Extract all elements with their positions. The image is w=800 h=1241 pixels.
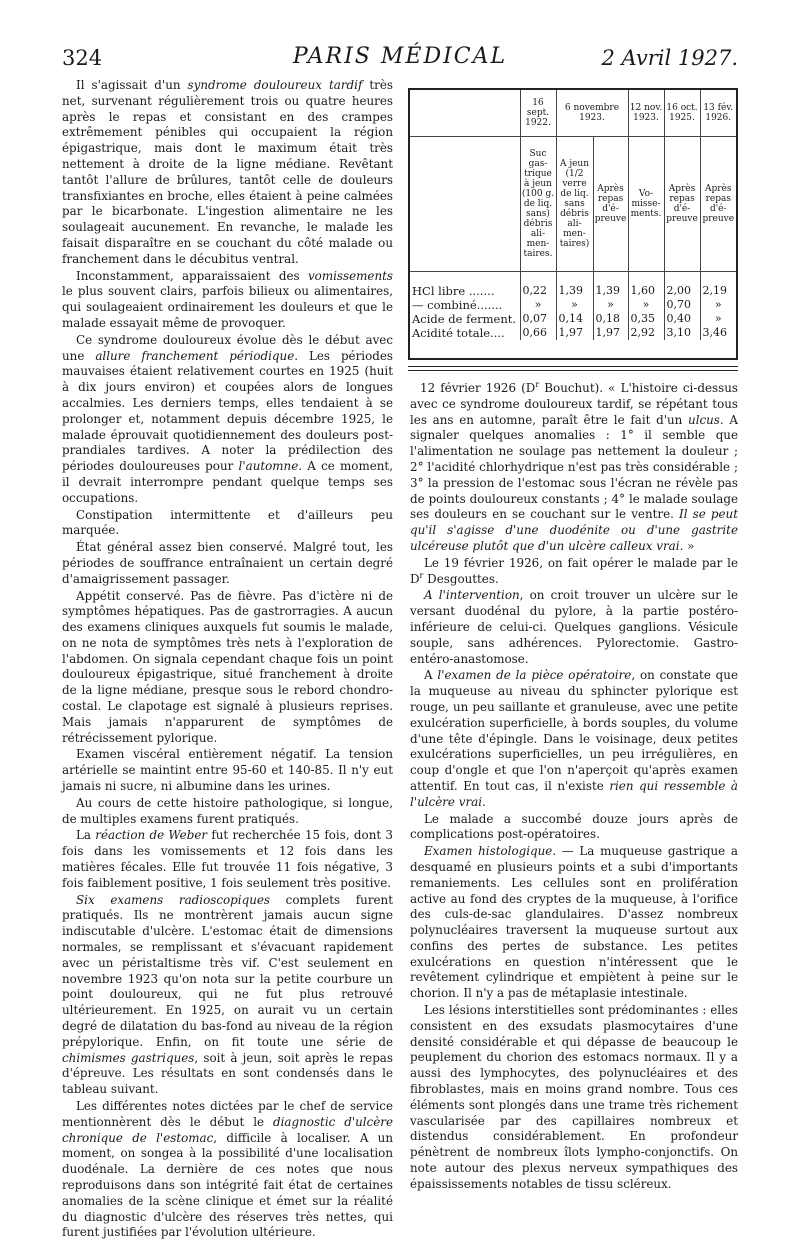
row-label: Acidité totale.... bbox=[412, 326, 505, 340]
superscript: r bbox=[535, 380, 540, 390]
table-corner bbox=[410, 90, 520, 137]
table-cell: 0,40 bbox=[664, 312, 700, 326]
text-run: 12 février 1926 (D bbox=[420, 381, 536, 395]
left-column bbox=[62, 78, 393, 1241]
table-cell: 1,39 bbox=[593, 284, 628, 298]
text-run: La bbox=[76, 828, 96, 843]
table-cell: » bbox=[700, 298, 736, 312]
row-label: HCl libre ....... bbox=[412, 284, 495, 298]
table-cell: 1,97 bbox=[556, 326, 593, 340]
table-cell: 0,70 bbox=[664, 298, 700, 312]
text-run: Inconstamment, apparaissaient des bbox=[76, 268, 308, 283]
table-cell: 3,46 bbox=[700, 326, 736, 340]
right-column bbox=[410, 381, 738, 1193]
table-cell: 0,14 bbox=[556, 312, 593, 326]
table-rule bbox=[408, 370, 738, 371]
text-run: Il s'agissait d'un bbox=[76, 78, 188, 92]
text-run: . A signaler quelques anomalies : 1° il semble que l'alimentation ne soulage pas nettement la douleur ; 2° l'acidité chlorhydrique n'est pas très considérable ; 3° la pression de l'estomac sous l'écran ne révèle pas de points douloureux constants ; 4° le malade soulage ses douleurs en se couchant sur le ventre. bbox=[410, 412, 738, 522]
table-description-cell: Après repas d'é-preuve bbox=[664, 137, 700, 272]
table-description-cell: A jeun (1/2 verre de liq. sans débris ali-men-taires) bbox=[556, 137, 593, 272]
text-run: Les différentes notes dictées par le chef de service mentionnèrent dès le début le bbox=[62, 1099, 393, 1129]
paragraph bbox=[62, 78, 393, 268]
table-cell: 2,92 bbox=[628, 326, 664, 340]
text-run: . — La muqueuse gastrique a desquamé en plusieurs points et a subi d'importants remaniements. Les cellules sont en prolifération active au fond des cryptes de la muqueuse, à l'orifice des culs-de-sac glandulaires. D'assez nombreux polynucléaires traversent la muqueuse surtout aux confins des pertes de substance. Les petites exulcérations en question n'intéressent que le revêtement cylindrique et empiètent à peine sur le chorion. Il n'y a pas de métaplasie intestinale. bbox=[410, 844, 738, 1001]
paragraph: Constipation intermittente et d'ailleurs peu marquée. bbox=[62, 507, 393, 538]
page-number: 324 bbox=[62, 46, 103, 70]
table-date-cell: 6 novembre 1923. bbox=[556, 90, 628, 137]
emphasis: rien qui ressemble à l'ulcère vrai bbox=[410, 778, 738, 809]
table-date-cell: 12 nov. 1923. bbox=[628, 90, 664, 137]
journal-title: PARIS MÉDICAL bbox=[292, 44, 508, 69]
paragraph bbox=[62, 333, 393, 507]
paragraph bbox=[410, 381, 738, 555]
table-description-cell: Après repas d'é-preuve bbox=[593, 137, 628, 272]
emphasis: diagnostic d'ulcère chronique de l'estomac bbox=[62, 1114, 393, 1145]
table-spacer bbox=[410, 272, 736, 285]
text-run: le plus souvent clairs, parfois bilieux ou alimentaires, qui soulageaient ordinairement les douleurs et que le malade essayait même de provoquer. bbox=[62, 284, 393, 330]
emphasis: syndrome douloureux tardif bbox=[187, 78, 363, 92]
table-cell: 2,00 bbox=[664, 284, 700, 298]
table-cell: » bbox=[520, 298, 556, 312]
table-corner bbox=[410, 137, 520, 272]
issue-date: 2 Avril 1927. bbox=[601, 46, 738, 70]
emphasis: Six examens radioscopiques bbox=[76, 892, 270, 907]
emphasis: Il se peut qu'il s'agisse d'une duodénite ou d'une gastrite ulcéreuse plutôt que d'un ulcère calleux vrai bbox=[410, 507, 738, 553]
table-date-row bbox=[410, 90, 736, 137]
table-description-row bbox=[410, 137, 736, 272]
table-cell: 1,39 bbox=[556, 284, 593, 298]
text-run: A bbox=[424, 668, 438, 683]
paragraph bbox=[62, 1099, 393, 1241]
table-description-cell: Suc gas-trique à jeun (100 g. de liq. sans) débris ali-men-taires. bbox=[520, 137, 556, 272]
table-cell: 3,10 bbox=[664, 326, 700, 340]
table-cell: 0,07 bbox=[520, 312, 556, 326]
table-date-cell: 16 oct. 1925. bbox=[664, 90, 700, 137]
table-cell: 0,18 bbox=[593, 312, 628, 326]
gastric-chemistry-table bbox=[408, 88, 738, 360]
text-run: Desgouttes. bbox=[423, 571, 499, 586]
paragraph: Le malade a succombé douze jours après de complications post-opératoires. bbox=[410, 811, 738, 842]
row-label: Acide de ferment. bbox=[412, 312, 517, 326]
emphasis: l'examen de la pièce opératoire bbox=[437, 668, 632, 683]
row-label: — combiné....... bbox=[412, 298, 503, 312]
paragraph: Les lésions interstitielles sont prédominantes : elles consistent en des exsudats plasmocytaires d'une densité considérable et qui dépasse de beaucoup le peuplement du chorion des estomacs normaux. Il y a aussi des lymphocytes, des polynucléaires et des fibroblastes, mais en moins grand nombre. Tous ces éléments sont plongés dans une trame très richement vascularisée par des capillaires nombreux et distendus considérablement. En profondeur pénètrent de nombreux îlots lympho-conjonctifs. On note autour des plexus nerveux sympathiques des épaississements notables de tissu scléreux. bbox=[410, 1003, 738, 1191]
emphasis: l'automne bbox=[238, 459, 299, 474]
table-cell: 0,22 bbox=[520, 284, 556, 298]
page-header bbox=[62, 42, 738, 72]
paragraph bbox=[410, 588, 738, 667]
table-row bbox=[410, 284, 736, 298]
table-cell: » bbox=[593, 298, 628, 312]
table-row bbox=[410, 326, 736, 340]
superscript: r bbox=[419, 570, 424, 580]
text-run: , on croit trouver un ulcère sur le versant duodénal du pylore, à la partie postéro-inférieure de celui-ci. Quelques ganglions. Vésicule souple, sans adhérences. Pylorectomie. Gastro-entéro-anastomose. bbox=[410, 588, 738, 666]
table-cell: 0,35 bbox=[628, 312, 664, 326]
text-run: Ce syndrome douloureux évolue dès le début avec une bbox=[62, 332, 393, 363]
paragraph bbox=[62, 269, 393, 332]
text-run: Le 19 février 1926, on fait opérer le malade par le D bbox=[410, 555, 738, 586]
table-description-cell: Vo-misse-ments. bbox=[628, 137, 664, 272]
text-run: . bbox=[482, 794, 486, 809]
table-date-cell: 16 sept. 1922. bbox=[520, 90, 556, 137]
table-cell: » bbox=[556, 298, 593, 312]
paragraph: Examen viscéral entièrement négatif. La tension artérielle se maintint entre 95-60 et 140-85. Il n'y eut jamais ni sucre, ni albumine dans les urines. bbox=[62, 747, 393, 794]
table-row bbox=[410, 312, 736, 326]
paragraph bbox=[410, 668, 738, 810]
table-cell: » bbox=[628, 298, 664, 312]
text-run: . Les périodes mauvaises étaient relativement courtes en 1925 (huit à dix jours environ) et coupées alors de longues accalmies. Les derniers temps, elles tendaient à se prolonger et, notamment depuis décembre 1925, le malade éprouvait quotidiennement des douleurs post-prandiales tardives. A noter la prédilection des périodes douloureuses pour bbox=[62, 348, 393, 474]
emphasis: vomissements bbox=[307, 268, 393, 283]
paragraph: Au cours de cette histoire pathologique, si longue, de multiples examens furent pratiqués. bbox=[62, 795, 393, 826]
paragraph bbox=[62, 893, 393, 1098]
text-run: complets furent pratiqués. Ils ne montrèrent jamais aucun signe indiscutable d'ulcère. L'estomac était de dimensions normales, se remplissant et s'évacuant rapidement avec un péristaltisme très vif. C'est seulement en novembre 1923 qu'on nota sur la petite courbure un point douloureux, qui ne fut plus retrouvé ultérieurement. En 1925, on aurait vu un certain degré de dilatation du bas-fond au niveau de la région prépylorique. Enfin, on fit toute une série de bbox=[62, 892, 393, 1049]
paragraph: Appétit conservé. Pas de fièvre. Pas d'ictère ni de symptômes hépatiques. Pas de gastrorragies. A aucun des examens cliniques auxquels fut soumis le malade, on ne nota de symptômes très nets à l'exploration de l'abdomen. On signala cependant chaque fois un point douloureux épigastrique, situé franchement à droite de la ligne médiane, presque sous le rebord chondro-costal. Le clapotage est signalé à plusieurs reprises. Mais jamais n'apparurent de symptômes de rétrécissement pylorique. bbox=[62, 588, 393, 745]
text-run: . A ce moment, il devrait interrompre pendant quelque temps ses occupations. bbox=[62, 459, 393, 505]
table-cell: 1,97 bbox=[593, 326, 628, 340]
table-cell: 0,66 bbox=[520, 326, 556, 340]
text-run: très net, survenant régulièrement trois ou quatre heures après le repas et consistant en des crampes extrêmement pénibles qui occupaient la région épigastrique, mais dont le maximum était très nettement à droite de la ligne médiane. Revêtant tantôt l'allure de brûlures, tantôt celle de douleurs transfixiantes en broche, elles étaient à peine calmées par le bicarbonate. L'ingestion alimentaire ne les soulageait aucunement. En revanche, le malade les faisait disparaître en se couchant du côté malade ou franchement dans le décubitus ventral. bbox=[62, 78, 393, 266]
text-run: , difficile à localiser. A un moment, on songea à la possibilité d'une localisation duodénale. La dernière de ces notes que nous reproduisons dans son intégrité fait état de certaines anomalies de la scène clinique et émet sur la réalité du diagnostic d'ulcère des réserves très nettes, qui furent justifiées par l'évolution ultérieure. bbox=[62, 1130, 394, 1240]
emphasis: réaction de Weber bbox=[95, 828, 208, 843]
emphasis: allure franchement périodique bbox=[95, 348, 295, 363]
table-cell: 2,19 bbox=[700, 284, 736, 298]
table-row bbox=[410, 298, 736, 312]
emphasis: Examen histologique bbox=[424, 844, 553, 859]
text-run: . » bbox=[679, 538, 695, 553]
table-cell: 1,60 bbox=[628, 284, 664, 298]
table-date-cell: 13 fév. 1926. bbox=[700, 90, 736, 137]
text-run: fut recherchée 15 fois, dont 3 fois dans les vomissements et 12 fois dans les matières fécales. Elle fut trouvée 11 fois négative, 3 fois faiblement positive, 1 fois seulement très positive. bbox=[62, 828, 393, 890]
text-run: , on constate que la muqueuse au niveau du sphincter pylorique est rouge, un peu saillante et granuleuse, avec une petite exulcération superficielle, à bords souples, du volume d'une tête d'épingle. Dans le voisinage, deux petites exulcérations superficielles, un peu irrégulières, en coup d'ongle et que l'on n'aperçoit qu'après examen attentif. En tout cas, il n'existe bbox=[410, 668, 738, 793]
text-run: , soit à jeun, soit après le repas d'épreuve. Les résultats en sont condensés dans le tableau suivant. bbox=[62, 1050, 393, 1097]
paragraph bbox=[410, 556, 738, 588]
text-run: Bouchut). « L'histoire ci-dessus avec ce syndrome douloureux tardif, se répétant tous les ans en automne, paraît être le fait d'un bbox=[410, 381, 738, 427]
table-description-cell: Après repas d'é-preuve bbox=[700, 137, 736, 272]
emphasis: ulcus bbox=[688, 412, 720, 427]
emphasis: chimismes gastriques bbox=[62, 1050, 195, 1065]
paragraph: État général assez bien conservé. Malgré tout, les périodes de souffrance entraînaient un certain degré d'amaigrissement passager. bbox=[62, 540, 393, 586]
paragraph bbox=[62, 828, 393, 891]
paragraph bbox=[410, 844, 738, 1002]
table-cell: » bbox=[700, 312, 736, 326]
table-rule bbox=[408, 366, 738, 367]
emphasis: A l'intervention bbox=[424, 588, 520, 603]
